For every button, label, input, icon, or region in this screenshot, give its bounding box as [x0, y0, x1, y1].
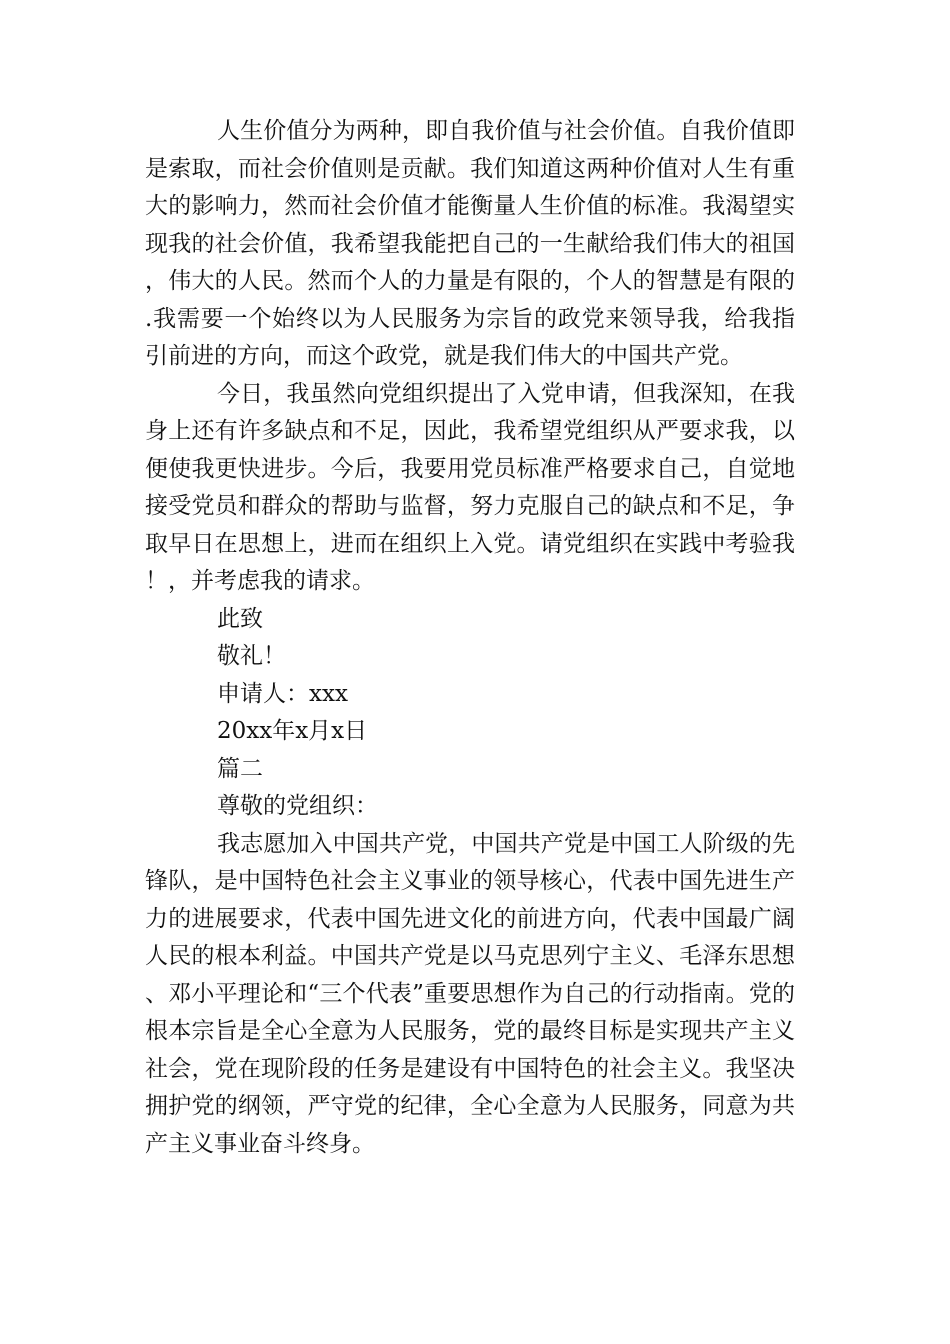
- paragraph-life-value: 人生价值分为两种，即自我价值与社会价值。自我价值即是索取，而社会价值则是贡献。我们知道这两种价值对人生有重大的影响力，然而社会价值才能衡量人生价值的标准。我渴望实现我的社会价值，我希望我能把自己的一生献给我们伟大的祖国，伟大的人民。然而个人的力量是有限的，个人的智慧是有限的.我需要一个始终以为人民服务为宗旨的政党来领导我，给我指引前进的方向，而这个政党，就是我们伟大的中国共产党。: [145, 118, 795, 369]
- date-line: 20xx年x月x日: [217, 718, 368, 744]
- applicant-line: 申请人：xxx: [217, 680, 348, 707]
- paragraph-volunteer: 我志愿加入中国共产党，中国共产党是中国工人阶级的先锋队，是中国特色社会主义事业的领导核心，代表中国先进生产力的进展要求，代表中国先进文化的前进方向，代表中国最广阔人民的根本利益。中国共产党是以马克思列宁主义、毛泽东思想、邓小平理论和“三个代表”重要思想作为自己的行动指南。党的根本宗旨是全心全意为人民服务，党的最终目标是实现共产主义社会，党在现阶段的任务是建设有中国特色的社会主义。我坚决拥护党的纲领，严守党的纪律，全心全意为人民服务，同意为共产主义事业奋斗终身。: [145, 830, 795, 1157]
- section-label: 篇二: [217, 755, 263, 782]
- greeting-line: 尊敬的党组织：: [217, 793, 378, 819]
- closing-line: 此致: [217, 605, 263, 632]
- salute-line: 敬礼！: [217, 643, 286, 669]
- document-body: [145, 113, 795, 1163]
- paragraph-application: 今日，我虽然向党组织提出了入党申请，但我深知，在我身上还有许多缺点和不足，因此，我希望党组织从严要求我，以便使我更快进步。今后，我要用党员标准严格要求自己，自觉地接受党员和群众的帮助与监督，努力克服自己的缺点和不足，争取早日在思想上，进而在组织上入党。请党组织在实践中考验我！，并考虑我的请求。: [145, 380, 795, 594]
